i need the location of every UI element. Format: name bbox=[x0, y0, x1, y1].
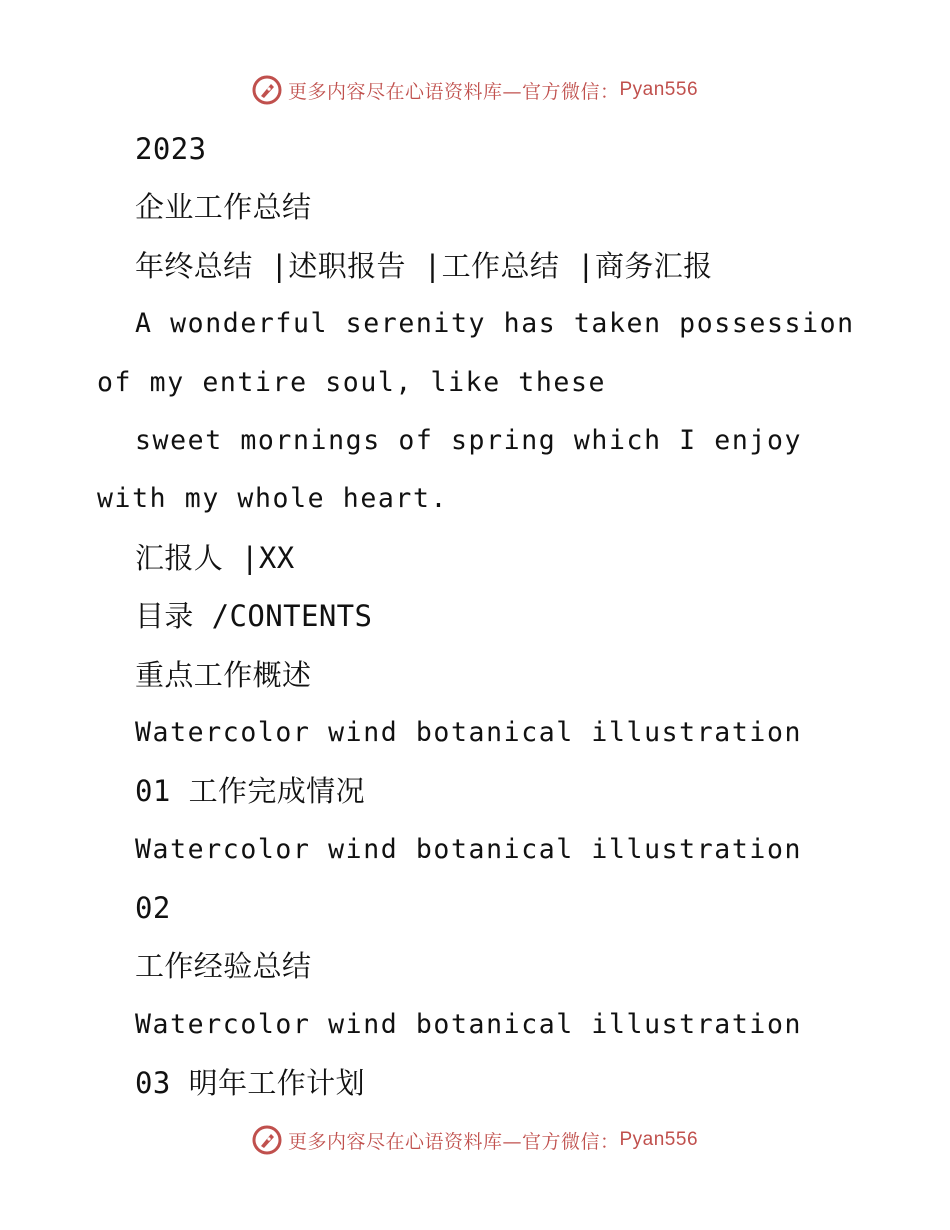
intro-line-1: A wonderful serenity has taken possession bbox=[135, 308, 855, 340]
section-1-description: Watercolor wind botanical illustration bbox=[135, 833, 803, 865]
section-0-description: Watercolor wind botanical illustration bbox=[135, 716, 803, 748]
document-title: 企业工作总结 bbox=[135, 190, 312, 225]
document-year: 2023 bbox=[135, 132, 207, 166]
section-1-title: 01 工作完成情况 bbox=[135, 774, 365, 809]
header-watermark-banner bbox=[0, 70, 950, 110]
document-body bbox=[97, 120, 857, 1113]
pen-nib-logo-icon bbox=[252, 75, 282, 105]
reporter-line: 汇报人 |XX bbox=[135, 540, 295, 575]
section-0-title: 重点工作概述 bbox=[135, 657, 312, 692]
footer-watermark-banner bbox=[0, 1120, 950, 1160]
section-3-title: 03 明年工作计划 bbox=[135, 1066, 365, 1101]
section-2-title: 工作经验总结 bbox=[135, 949, 312, 984]
header-watermark-text: 更多内容尽在心语资料库—官方微信： bbox=[287, 80, 620, 103]
pen-nib-logo-icon bbox=[252, 1125, 282, 1155]
contents-heading: 目录 /CONTENTS bbox=[135, 599, 373, 634]
section-2-number: 02 bbox=[135, 891, 171, 926]
intro-line-3: sweet mornings of spring which I enjoy bbox=[135, 424, 803, 456]
footer-watermark-text: 更多内容尽在心语资料库—官方微信： bbox=[287, 1130, 620, 1153]
header-wechat-id: Pyan556 bbox=[619, 79, 699, 100]
document-subtitle: 年终总结 |述职报告 |工作总结 |商务汇报 bbox=[135, 248, 713, 283]
section-2-description: Watercolor wind botanical illustration bbox=[135, 1008, 803, 1040]
intro-line-2: of my entire soul, like these bbox=[97, 366, 607, 398]
intro-line-4: with my whole heart. bbox=[97, 483, 449, 515]
footer-wechat-id: Pyan556 bbox=[619, 1129, 699, 1150]
